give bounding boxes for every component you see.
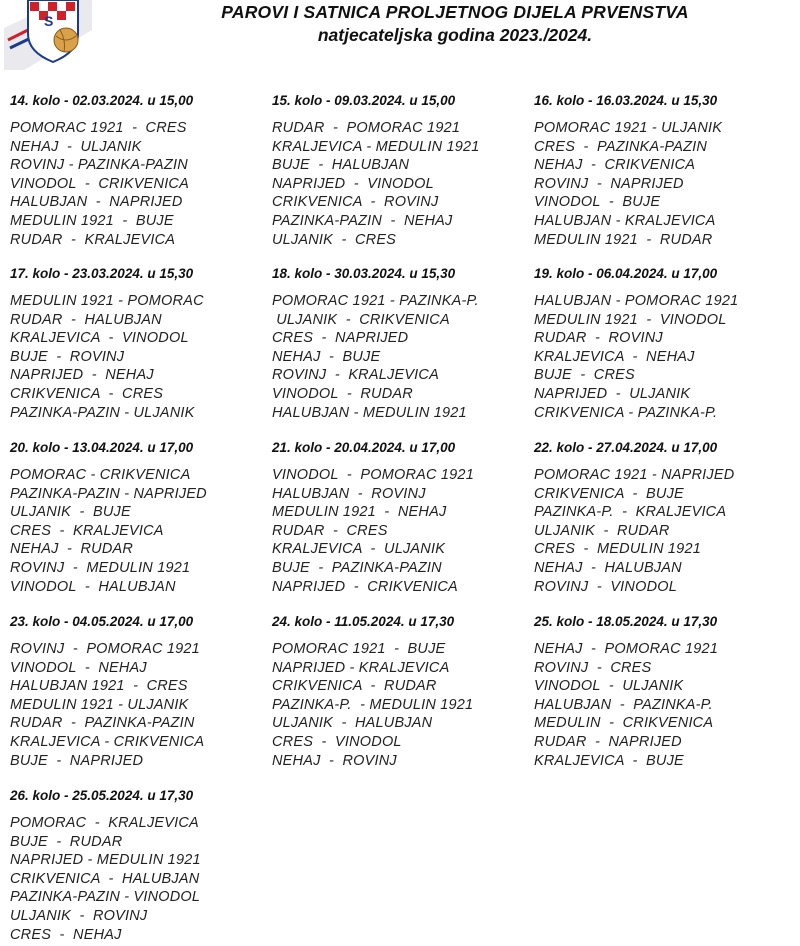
match: MEDULIN 1921 - VINODOL (534, 311, 727, 328)
round-20 (10, 439, 272, 596)
match: CRIKVENICA - ROVINJ (272, 194, 439, 211)
croatian-football-crest-icon (4, 0, 92, 70)
match: VINODOL - HALUBJAN (10, 578, 176, 595)
match: HALUBJAN - NAPRIJED (10, 194, 183, 211)
match: POMORAC - CRIKVENICA (10, 467, 191, 483)
round-25 (534, 613, 796, 770)
svg-text:S: S (44, 13, 54, 29)
match: ULJANIK - BUJE (10, 504, 131, 521)
match: MEDULIN 1921 - BUJE (10, 212, 174, 229)
round-heading: 23. kolo - 04.05.2024. u 17,00 (10, 614, 194, 629)
page-title: PAROVI I SATNICA PROLJETNOG DIJELA PRVENSTVA (221, 2, 689, 22)
match: VINODOL - RUDAR (272, 385, 413, 402)
round-21 (272, 439, 534, 596)
match: ULJANIK - CRES (272, 231, 397, 248)
match: RUDAR - ROVINJ (534, 330, 663, 347)
match: VINODOL - NEHAJ (10, 659, 147, 676)
match: CRES - VINODOL (272, 733, 402, 750)
round-15 (272, 92, 534, 249)
match: PAZINKA-P. - MEDULIN 1921 (272, 696, 474, 713)
match: HALUBJAN - ROVINJ (272, 485, 426, 502)
round-heading: 26. kolo - 25.05.2024. u 17,30 (10, 788, 194, 803)
match: ROVINJ - POMORAC 1921 (10, 641, 200, 657)
match: ROVINJ - CRES (534, 659, 652, 676)
match: NAPRIJED - KRALJEVICA (272, 659, 450, 676)
match: PAZINKA-PAZIN - NEHAJ (272, 212, 453, 229)
round-heading: 14. kolo - 02.03.2024. u 15,00 (10, 93, 194, 108)
match: RUDAR - HALUBJAN (10, 311, 162, 328)
round-19 (534, 265, 796, 422)
round-14 (10, 92, 272, 249)
match: VINODOL - CRIKVENICA (10, 175, 189, 192)
match: NAPRIJED - VINODOL (272, 175, 434, 192)
match: NEHAJ - RUDAR (10, 541, 134, 558)
match: CRIKVENICA - PAZINKA-P. (534, 404, 718, 421)
match: POMORAC 1921 - PAZINKA-P. (272, 293, 479, 309)
match: PAZINKA-PAZIN - VINODOL (10, 889, 201, 906)
match: RUDAR - NAPRIJED (534, 733, 682, 750)
match: BUJE - ROVINJ (10, 348, 125, 365)
match: HALUBJAN - PAZINKA-P. (534, 696, 713, 713)
match: MEDULIN 1921 - RUDAR (534, 231, 713, 248)
match: VINODOL - BUJE (534, 194, 661, 211)
match: NEHAJ - BUJE (272, 348, 381, 365)
match: CRES - PAZINKA-PAZIN (534, 138, 708, 155)
match: ROVINJ - NAPRIJED (534, 175, 684, 192)
match: ROVINJ - MEDULIN 1921 (10, 559, 191, 576)
round-22 (534, 439, 796, 596)
match: KRALJEVICA - MEDULIN 1921 (272, 138, 480, 155)
match: KRALJEVICA - ULJANIK (272, 541, 446, 558)
document-header (110, 2, 800, 47)
match: NEHAJ - HALUBJAN (534, 559, 682, 576)
match: BUJE - HALUBJAN (272, 157, 410, 174)
round-heading: 20. kolo - 13.04.2024. u 17,00 (10, 440, 194, 455)
match: VINODOL - ULJANIK (534, 678, 684, 695)
match: POMORAC - KRALJEVICA (10, 815, 199, 831)
match: CRES - NAPRIJED (272, 330, 409, 347)
round-heading: 15. kolo - 09.03.2024. u 15,00 (272, 93, 456, 108)
match: ROVINJ - PAZINKA-PAZIN (10, 157, 188, 174)
match: NEHAJ - CRIKVENICA (534, 157, 696, 174)
round-heading: 16. kolo - 16.03.2024. u 15,30 (534, 93, 718, 108)
round-16 (534, 92, 796, 249)
round-18 (272, 265, 534, 422)
round-24 (272, 613, 534, 770)
round-heading: 18. kolo - 30.03.2024. u 15,30 (272, 266, 456, 281)
match: HALUBJAN - POMORAC 1921 (534, 293, 739, 309)
match: CRIKVENICA - RUDAR (272, 678, 437, 695)
match: HALUBJAN 1921 - CRES (10, 678, 188, 695)
match: BUJE - PAZINKA-PAZIN (272, 559, 442, 576)
match: ULJANIK - RUDAR (534, 522, 670, 539)
match: MEDULIN 1921 - NEHAJ (272, 504, 447, 521)
match: KRALJEVICA - BUJE (534, 752, 684, 769)
match: VINODOL - POMORAC 1921 (272, 467, 474, 483)
match: BUJE - NAPRIJED (10, 752, 144, 769)
match: NEHAJ - POMORAC 1921 (534, 641, 719, 657)
match: CRES - MEDULIN 1921 (534, 541, 701, 558)
match: HALUBJAN - KRALJEVICA (534, 212, 716, 229)
match: CRIKVENICA - HALUBJAN (10, 870, 200, 887)
match: RUDAR - POMORAC 1921 (272, 120, 461, 136)
match: NAPRIJED - CRIKVENICA (272, 578, 458, 595)
match: HALUBJAN - MEDULIN 1921 (272, 404, 467, 421)
match: RUDAR - PAZINKA-PAZIN (10, 715, 195, 732)
match: KRALJEVICA - NEHAJ (534, 348, 695, 365)
match: KRALJEVICA - CRIKVENICA (10, 733, 205, 750)
match: MEDULIN 1921 - ULJANIK (10, 696, 189, 713)
match: CRIKVENICA - BUJE (534, 485, 684, 502)
match: KRALJEVICA - VINODOL (10, 330, 189, 347)
round-17 (10, 265, 272, 422)
match: BUJE - RUDAR (10, 833, 123, 850)
match: PAZINKA-PAZIN - NAPRIJED (10, 485, 207, 502)
match: RUDAR - CRES (272, 522, 388, 539)
match: NAPRIJED - NEHAJ (10, 367, 154, 384)
match: CRES - KRALJEVICA (10, 522, 164, 539)
round-heading: 17. kolo - 23.03.2024. u 15,30 (10, 266, 194, 281)
match: RUDAR - KRALJEVICA (10, 231, 176, 248)
match: CRIKVENICA - CRES (10, 385, 164, 402)
match: PAZINKA-PAZIN - ULJANIK (10, 404, 195, 421)
match: POMORAC 1921 - BUJE (272, 641, 446, 657)
match: NAPRIJED - MEDULIN 1921 (10, 852, 201, 869)
round-heading: 21. kolo - 20.04.2024. u 17,00 (272, 440, 456, 455)
round-23 (10, 613, 272, 770)
match: MEDULIN 1921 - POMORAC (10, 293, 204, 309)
round-heading: 25. kolo - 18.05.2024. u 17,30 (534, 614, 718, 629)
match: CRES - NEHAJ (10, 926, 122, 943)
page-subtitle: natjecateljska godina 2023./2024. (317, 25, 593, 45)
match: NEHAJ - ROVINJ (272, 752, 397, 769)
match: POMORAC 1921 - CRES (10, 120, 187, 136)
round-heading: 24. kolo - 11.05.2024. u 17,30 (272, 614, 455, 629)
match: ULJANIK - CRIKVENICA (272, 311, 450, 328)
match: POMORAC 1921 - ULJANIK (534, 120, 723, 136)
match: ROVINJ - KRALJEVICA (272, 367, 439, 384)
match: BUJE - CRES (534, 367, 635, 384)
match: NAPRIJED - ULJANIK (534, 385, 691, 402)
match: MEDULIN - CRIKVENICA (534, 715, 714, 732)
match: ROVINJ - VINODOL (534, 578, 677, 595)
round-heading: 22. kolo - 27.04.2024. u 17,00 (534, 440, 718, 455)
match: ULJANIK - HALUBJAN (272, 715, 433, 732)
match: ULJANIK - ROVINJ (10, 907, 148, 924)
match: POMORAC 1921 - NAPRIJED (534, 467, 735, 483)
round-26 (10, 787, 272, 944)
match: NEHAJ - ULJANIK (10, 138, 142, 155)
match: PAZINKA-P. - KRALJEVICA (534, 504, 727, 521)
round-heading: 19. kolo - 06.04.2024. u 17,00 (534, 266, 718, 281)
